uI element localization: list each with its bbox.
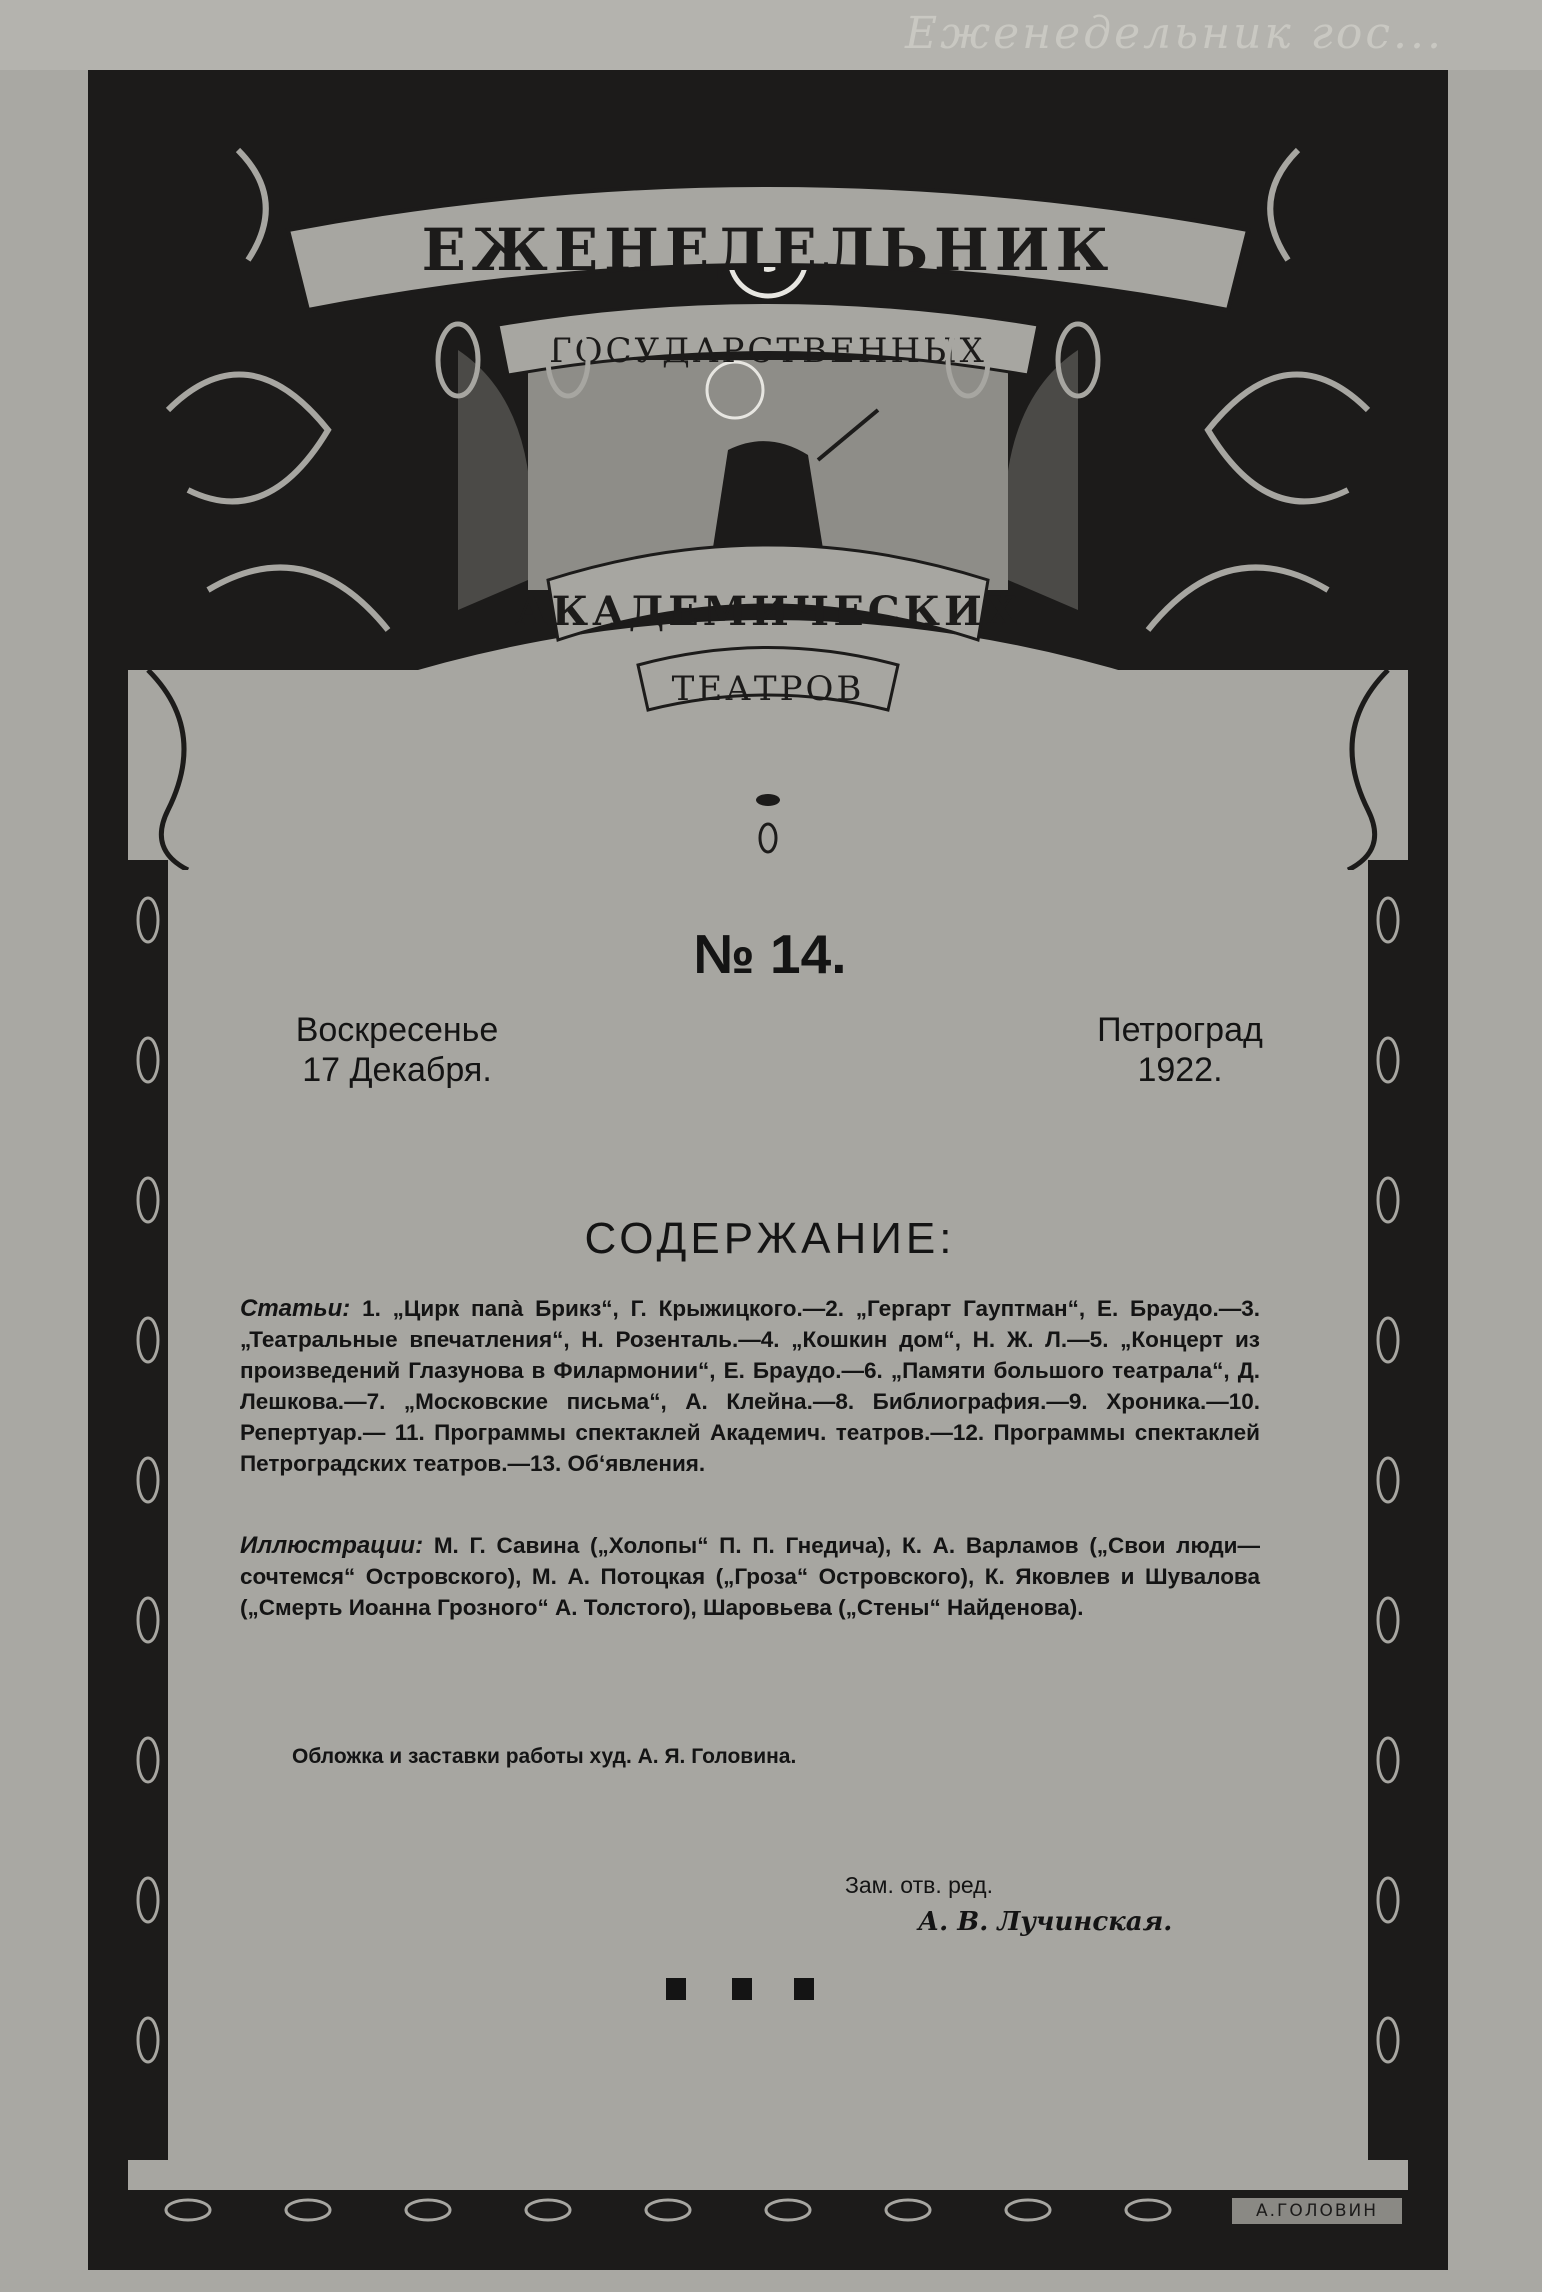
illustrations-list — [240, 1530, 1260, 1623]
articles-text: 1. „Цирк папà Брикз“, Г. Крыжицкого.—2. „Гергарт Гауптман“, Е. Браудо.—3. „Театральные впечатления“, Н. Розенталь.—4. „Кошкин дом“, Н. Ж. Л.—5. „Концерт из произведений Глазунова в Филармонии“, Е. Браудо.—6. „Памяти большого театрала“, Д. Лешкова.—7. „Московские письма“, А. Клейна.—8. Библиография.—9. Хроника.—10. Репертуар.— 11. Программы спектаклей Академич. театров.—12. Программы спектаклей Петроградских театров.—13. Об‘явления. — [240, 1296, 1260, 1476]
masthead-illustration — [128, 110, 1408, 870]
illustrations-label: Иллюстрации: — [240, 1532, 424, 1559]
editor-title: Зам. отв. ред. — [845, 1872, 993, 1898]
end-mark-square — [794, 1978, 814, 2000]
contents-heading: СОДЕРЖАНИЕ: — [584, 1214, 956, 1263]
illustrations-text: М. Г. Савина („Холопы“ П. П. Гнедича), К. А. Варламов („Свои люди—сочтемся“ Островского), М. А. Потоцкая („Гроза“ Островского), К. Яковлев и Шувалова („Смерть Иоанна Грозного“ А. Толстого), Шаровьева („Стены“ Найденова). — [240, 1533, 1260, 1620]
articles-label: Статьи: — [240, 1295, 351, 1322]
issue-city: Петроград — [1097, 1011, 1263, 1049]
end-ornament — [660, 1978, 840, 2004]
svg-text:АКАДЕМИЧЕСКИХ: АКАДЕМИЧЕСКИХ — [515, 588, 1021, 635]
end-mark-square — [732, 1978, 752, 2000]
end-mark-square — [666, 1978, 686, 2000]
left-border-ornament — [128, 860, 168, 2160]
right-border-ornament — [1368, 860, 1408, 2160]
issue-place — [1030, 1010, 1330, 1090]
issue-date — [247, 1010, 547, 1090]
handwritten-note: Еженедельник гос... — [905, 8, 1445, 59]
issue-day: Воскресенье — [295, 1011, 499, 1049]
cover-credit: Обложка и заставки работы худ. А. Я. Головина. — [292, 1745, 797, 1768]
svg-text:ЕЖЕНЕДЕЛЬНИК: ЕЖЕНЕДЕЛЬНИК — [421, 216, 1115, 284]
articles-list — [240, 1293, 1260, 1479]
issue-date-value: 17 Декабря. — [302, 1051, 492, 1089]
svg-text:ГОСУДАРСТВЕННЫХ: ГОСУДАРСТВЕННЫХ — [549, 331, 987, 371]
svg-text:ТЕАТРОВ: ТЕАТРОВ — [671, 669, 865, 709]
issue-number: № 14. — [693, 923, 847, 985]
bottom-border-ornament — [128, 2190, 1408, 2230]
editor-name: А. В. Лучинская. — [918, 1907, 1173, 1937]
artist-signature: А.ГОЛОВИН — [1230, 2196, 1404, 2226]
issue-year: 1922. — [1137, 1051, 1223, 1089]
